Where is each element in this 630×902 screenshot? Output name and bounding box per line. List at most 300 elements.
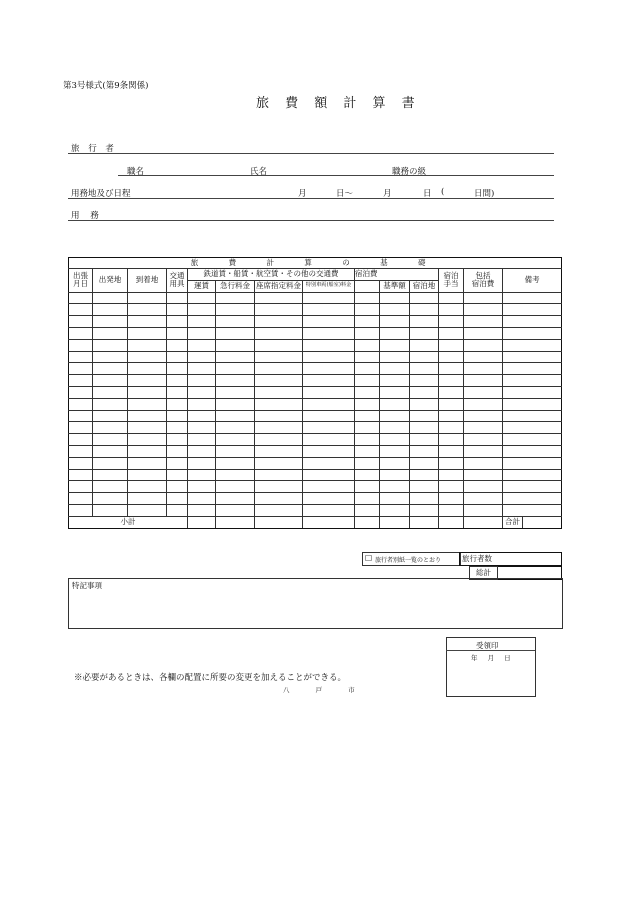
sum-cell[interactable] xyxy=(523,516,562,528)
table-cell[interactable] xyxy=(303,422,355,434)
table-cell[interactable] xyxy=(503,434,562,446)
table-cell[interactable] xyxy=(216,386,255,398)
table-cell[interactable] xyxy=(303,375,355,387)
table-cell[interactable] xyxy=(410,410,439,422)
subtotal-cell[interactable] xyxy=(303,516,355,528)
table-cell[interactable] xyxy=(503,339,562,351)
table-cell[interactable] xyxy=(303,316,355,328)
table-cell[interactable] xyxy=(69,445,93,457)
table-cell[interactable] xyxy=(464,410,503,422)
table-cell[interactable] xyxy=(128,481,167,493)
table-cell[interactable] xyxy=(355,304,380,316)
table-cell[interactable] xyxy=(69,363,93,375)
table-cell[interactable] xyxy=(439,375,464,387)
table-cell[interactable] xyxy=(380,445,410,457)
table-cell[interactable] xyxy=(69,504,93,516)
table-cell[interactable] xyxy=(303,398,355,410)
table-cell[interactable] xyxy=(380,481,410,493)
table-cell[interactable] xyxy=(439,398,464,410)
table-cell[interactable] xyxy=(93,481,128,493)
table-cell[interactable] xyxy=(439,493,464,505)
table-cell[interactable] xyxy=(216,445,255,457)
sub-reserved-header: 座席指定料金 xyxy=(256,281,301,291)
table-cell[interactable] xyxy=(69,316,93,328)
table-cell[interactable] xyxy=(93,422,128,434)
table-cell[interactable] xyxy=(167,339,188,351)
table-cell[interactable] xyxy=(69,292,93,304)
table-cell[interactable] xyxy=(355,504,380,516)
table-cell[interactable] xyxy=(93,504,128,516)
table-cell[interactable] xyxy=(216,363,255,375)
table-cell[interactable] xyxy=(503,398,562,410)
table-cell[interactable] xyxy=(355,316,380,328)
table-cell[interactable] xyxy=(410,375,439,387)
table-cell[interactable] xyxy=(69,304,93,316)
table-cell[interactable] xyxy=(464,327,503,339)
traveler-line xyxy=(68,153,554,154)
table-cell[interactable] xyxy=(188,434,216,446)
table-cell[interactable] xyxy=(410,469,439,481)
table-cell[interactable] xyxy=(128,316,167,328)
table-cell[interactable] xyxy=(380,386,410,398)
table-cell[interactable] xyxy=(188,469,216,481)
table-cell[interactable] xyxy=(410,457,439,469)
table-cell[interactable] xyxy=(464,292,503,304)
table-cell[interactable] xyxy=(410,351,439,363)
table-cell[interactable] xyxy=(410,363,439,375)
table-cell[interactable] xyxy=(255,292,303,304)
table-cell[interactable] xyxy=(167,363,188,375)
table-cell[interactable] xyxy=(93,363,128,375)
table-cell[interactable] xyxy=(380,493,410,505)
table-cell[interactable] xyxy=(216,481,255,493)
table-cell[interactable] xyxy=(303,363,355,375)
table-cell[interactable] xyxy=(69,481,93,493)
table-row xyxy=(69,445,562,457)
table-cell[interactable] xyxy=(355,292,380,304)
table-cell[interactable] xyxy=(464,304,503,316)
table-cell[interactable] xyxy=(380,316,410,328)
table-cell[interactable] xyxy=(355,375,380,387)
table-cell[interactable] xyxy=(380,410,410,422)
table-cell[interactable] xyxy=(380,304,410,316)
table-cell[interactable] xyxy=(380,339,410,351)
table-cell[interactable] xyxy=(439,410,464,422)
table-cell[interactable] xyxy=(380,457,410,469)
table-cell[interactable] xyxy=(188,493,216,505)
table-cell[interactable] xyxy=(503,457,562,469)
table-cell[interactable] xyxy=(355,469,380,481)
table-cell[interactable] xyxy=(255,504,303,516)
table-cell[interactable] xyxy=(188,481,216,493)
subtotal-cell[interactable] xyxy=(380,516,410,528)
table-cell[interactable] xyxy=(255,434,303,446)
table-cell[interactable] xyxy=(303,434,355,446)
table-cell[interactable] xyxy=(167,457,188,469)
subtotal-cell[interactable] xyxy=(216,516,255,528)
table-cell[interactable] xyxy=(464,375,503,387)
table-cell[interactable] xyxy=(410,504,439,516)
table-cell[interactable] xyxy=(216,339,255,351)
table-cell[interactable] xyxy=(410,339,439,351)
table-cell[interactable] xyxy=(128,292,167,304)
table-cell[interactable] xyxy=(216,469,255,481)
table-cell[interactable] xyxy=(167,504,188,516)
table-cell[interactable] xyxy=(503,327,562,339)
table-cell[interactable] xyxy=(255,375,303,387)
table-cell[interactable] xyxy=(188,363,216,375)
table-cell[interactable] xyxy=(255,351,303,363)
table-cell[interactable] xyxy=(216,292,255,304)
table-cell[interactable] xyxy=(410,386,439,398)
table-cell[interactable] xyxy=(439,316,464,328)
position-line xyxy=(118,175,554,176)
table-cell[interactable] xyxy=(128,327,167,339)
table-cell[interactable] xyxy=(93,469,128,481)
table-cell[interactable] xyxy=(503,422,562,434)
table-cell[interactable] xyxy=(410,327,439,339)
table-cell[interactable] xyxy=(188,398,216,410)
table-cell[interactable] xyxy=(167,304,188,316)
table-cell[interactable] xyxy=(464,434,503,446)
destination-schedule-label: 用務地及び日程 xyxy=(71,189,131,199)
table-cell[interactable] xyxy=(69,457,93,469)
table-cell[interactable] xyxy=(167,493,188,505)
table-cell[interactable] xyxy=(188,304,216,316)
table-cell[interactable] xyxy=(93,316,128,328)
table-cell[interactable] xyxy=(410,304,439,316)
subtotal-cell[interactable] xyxy=(464,516,503,528)
table-cell[interactable] xyxy=(380,398,410,410)
table-cell[interactable] xyxy=(128,398,167,410)
table-cell[interactable] xyxy=(167,375,188,387)
table-cell[interactable] xyxy=(93,375,128,387)
table-cell[interactable] xyxy=(355,481,380,493)
table-cell[interactable] xyxy=(410,316,439,328)
table-cell[interactable] xyxy=(380,327,410,339)
table-cell[interactable] xyxy=(255,386,303,398)
table-cell[interactable] xyxy=(216,422,255,434)
table-cell[interactable] xyxy=(255,398,303,410)
table-cell[interactable] xyxy=(439,386,464,398)
table-cell[interactable] xyxy=(69,339,93,351)
table-cell[interactable] xyxy=(128,434,167,446)
city-name: 八 戸 市 xyxy=(283,686,367,694)
table-cell[interactable] xyxy=(216,410,255,422)
table-cell[interactable] xyxy=(255,304,303,316)
table-cell[interactable] xyxy=(464,316,503,328)
table-cell[interactable] xyxy=(255,457,303,469)
table-cell[interactable] xyxy=(303,457,355,469)
table-cell[interactable] xyxy=(93,327,128,339)
subtotal-cell[interactable] xyxy=(410,516,439,528)
table-cell[interactable] xyxy=(380,375,410,387)
table-cell[interactable] xyxy=(255,316,303,328)
table-cell[interactable] xyxy=(128,493,167,505)
table-cell[interactable] xyxy=(188,422,216,434)
table-cell[interactable] xyxy=(503,410,562,422)
table-cell[interactable] xyxy=(410,292,439,304)
table-cell[interactable] xyxy=(355,327,380,339)
table-cell[interactable] xyxy=(503,469,562,481)
table-cell[interactable] xyxy=(503,445,562,457)
table-cell[interactable] xyxy=(188,445,216,457)
receipt-label: 受領印 xyxy=(476,641,499,650)
table-cell[interactable] xyxy=(439,504,464,516)
subtotal-cell[interactable] xyxy=(439,516,464,528)
table-cell[interactable] xyxy=(355,493,380,505)
table-cell[interactable] xyxy=(216,504,255,516)
table-cell[interactable] xyxy=(128,351,167,363)
table-cell[interactable] xyxy=(439,457,464,469)
col-date-text: 出張 月日 xyxy=(73,271,88,289)
table-cell[interactable] xyxy=(188,504,216,516)
table-cell[interactable] xyxy=(503,351,562,363)
table-cell[interactable] xyxy=(255,422,303,434)
schedule-line xyxy=(68,198,554,199)
table-cell[interactable] xyxy=(380,504,410,516)
table-cell[interactable] xyxy=(216,375,255,387)
table-cell[interactable] xyxy=(188,386,216,398)
table-cell[interactable] xyxy=(93,434,128,446)
table-cell[interactable] xyxy=(216,327,255,339)
table-cell[interactable] xyxy=(69,434,93,446)
table-cell[interactable] xyxy=(167,434,188,446)
table-cell[interactable] xyxy=(167,481,188,493)
table-cell[interactable] xyxy=(355,351,380,363)
table-cell[interactable] xyxy=(167,316,188,328)
table-cell[interactable] xyxy=(216,493,255,505)
table-cell[interactable] xyxy=(464,504,503,516)
table-cell[interactable] xyxy=(216,351,255,363)
table-cell[interactable] xyxy=(410,445,439,457)
sub-base-header: 基準額 xyxy=(380,280,410,292)
table-cell[interactable] xyxy=(503,363,562,375)
table-cell[interactable] xyxy=(167,386,188,398)
table-cell[interactable] xyxy=(93,410,128,422)
table-cell[interactable] xyxy=(303,469,355,481)
table-cell[interactable] xyxy=(464,445,503,457)
subtotal-cell[interactable] xyxy=(255,516,303,528)
table-cell[interactable] xyxy=(255,363,303,375)
table-cell[interactable] xyxy=(167,327,188,339)
table-cell[interactable] xyxy=(167,422,188,434)
subtotal-cell[interactable] xyxy=(188,516,216,528)
table-cell[interactable] xyxy=(355,457,380,469)
business-label: 用 務 xyxy=(71,211,103,221)
table-cell[interactable] xyxy=(410,481,439,493)
table-cell[interactable] xyxy=(167,292,188,304)
table-cell[interactable] xyxy=(380,422,410,434)
table-cell[interactable] xyxy=(188,410,216,422)
table-row xyxy=(69,351,562,363)
table-row xyxy=(69,434,562,446)
special-notes-box[interactable] xyxy=(68,578,563,629)
table-cell[interactable] xyxy=(93,457,128,469)
table-cell[interactable] xyxy=(69,351,93,363)
table-cell[interactable] xyxy=(69,398,93,410)
table-cell[interactable] xyxy=(380,434,410,446)
table-cell[interactable] xyxy=(503,304,562,316)
table-cell[interactable] xyxy=(355,398,380,410)
table-cell[interactable] xyxy=(167,410,188,422)
table-cell[interactable] xyxy=(188,292,216,304)
table-cell[interactable] xyxy=(69,386,93,398)
table-cell[interactable] xyxy=(93,398,128,410)
table-cell[interactable] xyxy=(380,469,410,481)
month1-label: 月 xyxy=(298,189,307,199)
table-cell[interactable] xyxy=(503,386,562,398)
table-cell[interactable] xyxy=(69,327,93,339)
table-cell[interactable] xyxy=(69,493,93,505)
table-cell[interactable] xyxy=(167,469,188,481)
table-cell[interactable] xyxy=(69,422,93,434)
table-cell[interactable] xyxy=(439,339,464,351)
subtotal-label: 小計 xyxy=(69,516,188,528)
table-cell[interactable] xyxy=(167,398,188,410)
table-cell[interactable] xyxy=(303,481,355,493)
sum-label: 合計 xyxy=(503,516,523,528)
table-cell[interactable] xyxy=(355,410,380,422)
table-cell[interactable] xyxy=(255,493,303,505)
table-cell[interactable] xyxy=(188,339,216,351)
table-cell[interactable] xyxy=(464,457,503,469)
traveler-count-label: 旅行者数 xyxy=(462,554,492,563)
table-cell[interactable] xyxy=(355,386,380,398)
table-cell[interactable] xyxy=(464,351,503,363)
table-cell[interactable] xyxy=(464,481,503,493)
table-cell[interactable] xyxy=(410,422,439,434)
table-cell[interactable] xyxy=(410,493,439,505)
table-cell[interactable] xyxy=(355,339,380,351)
table-cell[interactable] xyxy=(439,422,464,434)
table-cell[interactable] xyxy=(503,493,562,505)
table-cell[interactable] xyxy=(464,422,503,434)
table-cell[interactable] xyxy=(355,434,380,446)
table-cell[interactable] xyxy=(188,316,216,328)
table-cell[interactable] xyxy=(439,363,464,375)
table-cell[interactable] xyxy=(167,445,188,457)
table-cell[interactable] xyxy=(216,457,255,469)
table-cell[interactable] xyxy=(255,327,303,339)
table-cell[interactable] xyxy=(216,304,255,316)
table-cell[interactable] xyxy=(355,445,380,457)
table-cell[interactable] xyxy=(93,351,128,363)
table-cell[interactable] xyxy=(255,410,303,422)
table-cell[interactable] xyxy=(439,481,464,493)
travelers-list-checkbox[interactable]: □ xyxy=(365,553,373,562)
table-cell[interactable] xyxy=(188,351,216,363)
table-cell[interactable] xyxy=(464,363,503,375)
table-cell[interactable] xyxy=(303,493,355,505)
table-cell[interactable] xyxy=(439,351,464,363)
table-cell[interactable] xyxy=(216,434,255,446)
table-cell[interactable] xyxy=(128,457,167,469)
table-cell[interactable] xyxy=(69,375,93,387)
table-cell[interactable] xyxy=(255,445,303,457)
table-cell[interactable] xyxy=(439,292,464,304)
table-cell[interactable] xyxy=(93,493,128,505)
table-cell[interactable] xyxy=(255,339,303,351)
table-cell[interactable] xyxy=(380,351,410,363)
table-cell[interactable] xyxy=(69,469,93,481)
table-cell[interactable] xyxy=(380,363,410,375)
table-cell[interactable] xyxy=(503,292,562,304)
table-cell[interactable] xyxy=(128,422,167,434)
table-cell[interactable] xyxy=(216,398,255,410)
table-cell[interactable] xyxy=(128,375,167,387)
table-cell[interactable] xyxy=(380,292,410,304)
table-cell[interactable] xyxy=(93,445,128,457)
table-cell[interactable] xyxy=(503,481,562,493)
table-cell[interactable] xyxy=(128,445,167,457)
table-cell[interactable] xyxy=(69,410,93,422)
table-cell[interactable] xyxy=(188,457,216,469)
table-row xyxy=(69,469,562,481)
table-cell[interactable] xyxy=(188,375,216,387)
table-cell[interactable] xyxy=(355,422,380,434)
table-cell[interactable] xyxy=(303,327,355,339)
table-cell[interactable] xyxy=(410,398,439,410)
table-cell[interactable] xyxy=(216,316,255,328)
table-cell[interactable] xyxy=(355,363,380,375)
job-grade-label: 職務の級 xyxy=(392,167,427,177)
table-cell[interactable] xyxy=(128,304,167,316)
table-cell[interactable] xyxy=(167,351,188,363)
table-cell[interactable] xyxy=(464,339,503,351)
name-label: 氏名 xyxy=(250,167,268,177)
table-cell[interactable] xyxy=(128,469,167,481)
table-cell[interactable] xyxy=(303,504,355,516)
table-cell[interactable] xyxy=(128,504,167,516)
table-cell[interactable] xyxy=(464,386,503,398)
table-cell[interactable] xyxy=(303,292,355,304)
table-cell[interactable] xyxy=(439,434,464,446)
table-cell[interactable] xyxy=(503,504,562,516)
table-row xyxy=(69,339,562,351)
table-cell[interactable] xyxy=(303,304,355,316)
table-cell[interactable] xyxy=(128,339,167,351)
table-cell[interactable] xyxy=(503,316,562,328)
table-row xyxy=(69,422,562,434)
table-cell[interactable] xyxy=(128,410,167,422)
table-cell[interactable] xyxy=(93,339,128,351)
table-cell[interactable] xyxy=(128,363,167,375)
table-cell[interactable] xyxy=(464,469,503,481)
table-cell[interactable] xyxy=(255,481,303,493)
table-cell[interactable] xyxy=(439,304,464,316)
table-cell[interactable] xyxy=(503,375,562,387)
table-cell[interactable] xyxy=(439,469,464,481)
table-cell[interactable] xyxy=(464,398,503,410)
table-cell[interactable] xyxy=(303,386,355,398)
table-cell[interactable] xyxy=(303,351,355,363)
table-cell[interactable] xyxy=(188,327,216,339)
table-cell[interactable] xyxy=(128,386,167,398)
table-cell[interactable] xyxy=(464,493,503,505)
table-cell[interactable] xyxy=(255,469,303,481)
table-cell[interactable] xyxy=(410,434,439,446)
subtotal-cell[interactable] xyxy=(355,516,380,528)
table-cell[interactable] xyxy=(303,339,355,351)
table-cell[interactable] xyxy=(93,292,128,304)
table-cell[interactable] xyxy=(303,445,355,457)
table-cell[interactable] xyxy=(439,327,464,339)
table-cell[interactable] xyxy=(439,445,464,457)
table-cell[interactable] xyxy=(303,410,355,422)
table-cell[interactable] xyxy=(93,304,128,316)
table-cell[interactable] xyxy=(93,386,128,398)
